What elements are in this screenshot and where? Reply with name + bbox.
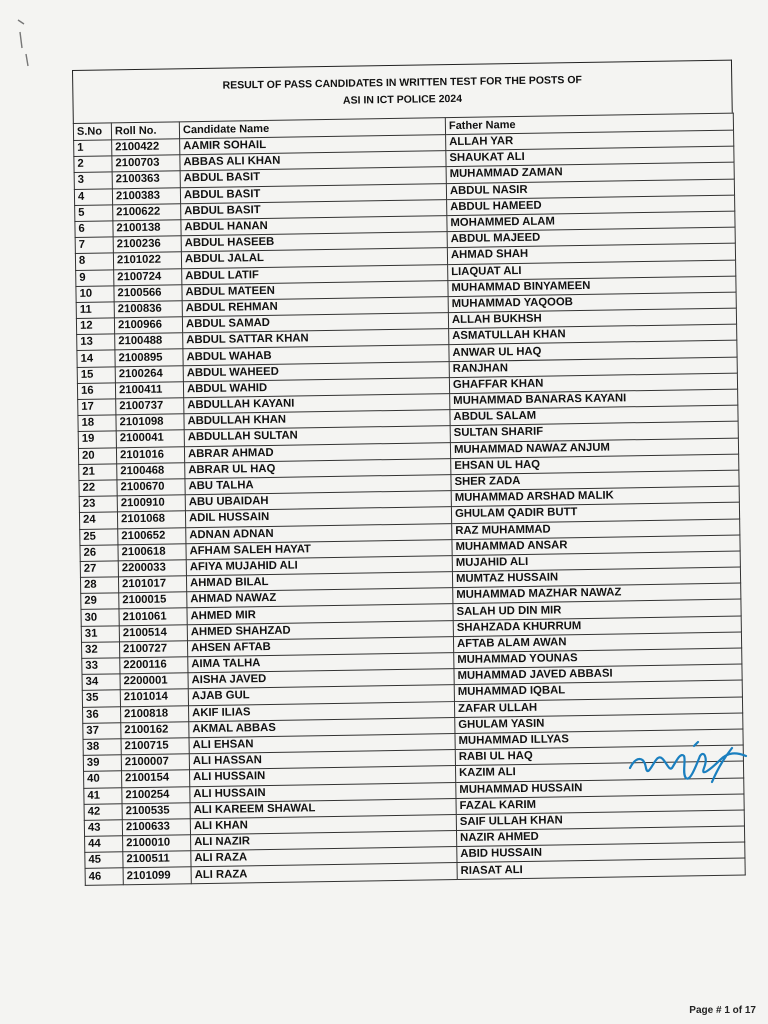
column-header-candidate-name: Candidate Name	[179, 118, 445, 139]
roll-no-cell: 2100383	[112, 187, 180, 204]
father-name-cell: FAZAL KARIM	[456, 794, 744, 815]
roll-no-cell: 2101016	[116, 446, 184, 463]
sno-cell: 28	[80, 577, 118, 594]
father-name-cell: MUMTAZ HUSSAIN	[452, 567, 740, 588]
father-name-cell: SALAH UD DIN MIR	[453, 599, 741, 620]
candidate-name-cell: ABU TALHA	[185, 475, 451, 495]
roll-no-cell: 2100670	[117, 479, 185, 496]
candidate-name-cell: ALI RAZA	[191, 863, 457, 883]
father-name-cell: MUHAMMAD BANARAS KAYANI	[450, 389, 738, 410]
candidate-name-cell: ALI RAZA	[191, 847, 457, 867]
sno-cell: 27	[80, 561, 118, 578]
sno-cell: 4	[74, 188, 112, 205]
sno-cell: 15	[77, 366, 115, 383]
candidate-name-cell: ABDUL REHMAN	[182, 296, 448, 316]
father-name-cell: ZAFAR ULLAH	[454, 697, 742, 718]
candidate-name-cell: AHMED MIR	[187, 604, 453, 624]
roll-no-cell: 2101022	[113, 252, 181, 269]
roll-no-cell: 2100138	[113, 220, 181, 237]
roll-no-cell: 2100236	[113, 236, 181, 253]
sno-cell: 20	[78, 447, 116, 464]
father-name-cell: MUHAMMAD BINYAMEEN	[448, 276, 736, 297]
candidate-name-cell: ABDUL HANAN	[181, 216, 447, 236]
roll-no-cell: 2100154	[122, 770, 190, 787]
sno-cell: 38	[83, 739, 121, 756]
sno-cell: 46	[85, 868, 123, 885]
sno-cell: 30	[81, 609, 119, 626]
roll-no-cell: 2200001	[120, 673, 188, 690]
sno-cell: 25	[80, 528, 118, 545]
father-name-cell: MUJAHID ALI	[452, 551, 740, 572]
sno-cell: 6	[75, 221, 113, 238]
sno-cell: 35	[82, 690, 120, 707]
candidate-name-cell: AIMA TALHA	[188, 653, 454, 673]
roll-no-cell: 2101017	[118, 576, 186, 593]
candidate-name-cell: AKIF ILIAS	[188, 701, 454, 721]
father-name-cell: GHULAM QADIR BUTT	[451, 502, 739, 523]
father-name-cell: ABDUL SALAM	[450, 405, 738, 426]
candidate-name-cell: AKMAL ABBAS	[189, 717, 455, 737]
candidate-name-cell: ABDULLAH KAYANI	[184, 394, 450, 414]
roll-no-cell: 2100411	[115, 382, 183, 399]
candidate-name-cell: ABDUL JALAL	[181, 248, 447, 268]
candidate-name-cell: ALI HUSSAIN	[190, 782, 456, 802]
sno-cell: 18	[78, 415, 116, 432]
sno-cell: 7	[75, 237, 113, 254]
sno-cell: 16	[77, 383, 115, 400]
sno-cell: 23	[79, 496, 117, 513]
roll-no-cell: 2100836	[114, 301, 182, 318]
roll-no-cell: 2100895	[115, 349, 183, 366]
roll-no-cell: 2100468	[117, 463, 185, 480]
candidate-name-cell: ALI EHSAN	[189, 734, 455, 754]
father-name-cell: ASMATULLAH KHAN	[449, 324, 737, 345]
candidate-name-cell: ABRAR UL HAQ	[185, 458, 451, 478]
candidate-name-cell: ABDUL BASIT	[180, 167, 446, 187]
father-name-cell: MUHAMMAD ZAMAN	[446, 162, 734, 183]
sno-cell: 33	[82, 658, 120, 675]
sno-cell: 3	[74, 172, 112, 189]
roll-no-cell: 2100363	[112, 171, 180, 188]
candidate-name-cell: AFIYA MUJAHID ALI	[186, 555, 452, 575]
candidate-name-cell: ABU UBAIDAH	[185, 491, 451, 511]
roll-no-cell: 2100535	[122, 802, 190, 819]
roll-no-cell: 2100737	[116, 398, 184, 415]
sno-cell: 13	[77, 334, 115, 351]
father-name-cell: MUHAMMAD HUSSAIN	[456, 778, 744, 799]
candidate-name-cell: AAMIR SOHAIL	[180, 135, 446, 155]
father-name-cell: MUHAMMAD ARSHAD MALIK	[451, 486, 739, 507]
father-name-cell: EHSAN UL HAQ	[451, 454, 739, 475]
roll-no-cell: 2100818	[121, 705, 189, 722]
sno-cell: 17	[78, 399, 116, 416]
sno-cell: 14	[77, 350, 115, 367]
candidate-name-cell: ABDUL WAHAB	[183, 345, 449, 365]
candidate-name-cell: ABDUL BASIT	[181, 199, 447, 219]
candidate-name-cell: ALI HASSAN	[189, 750, 455, 770]
father-name-cell: SHAUKAT ALI	[446, 146, 734, 167]
roll-no-cell: 2100162	[121, 721, 189, 738]
candidate-name-cell: ABDUL LATIF	[182, 264, 448, 284]
roll-no-cell: 2100966	[114, 317, 182, 334]
candidate-name-cell: AHSEN AFTAB	[187, 636, 453, 656]
sno-cell: 24	[79, 512, 117, 529]
sno-cell: 2	[74, 156, 112, 173]
sno-cell: 10	[76, 286, 114, 303]
father-name-cell: ABDUL HAMEED	[447, 195, 735, 216]
roll-no-cell: 2100715	[121, 738, 189, 755]
sno-cell: 43	[84, 820, 122, 837]
sno-cell: 11	[76, 302, 114, 319]
roll-no-cell: 2101099	[123, 867, 191, 884]
father-name-cell: RABI UL HAQ	[455, 745, 743, 766]
candidate-name-cell: ALI HUSSAIN	[190, 766, 456, 786]
roll-no-cell: 2100910	[117, 495, 185, 512]
roll-no-cell: 2100703	[112, 155, 180, 172]
father-name-cell: MUHAMMAD JAVED ABBASI	[454, 664, 742, 685]
father-name-cell: MUHAMMAD NAWAZ ANJUM	[450, 438, 738, 459]
father-name-cell: LIAQUAT ALI	[448, 260, 736, 281]
sno-cell: 31	[81, 625, 119, 642]
roll-no-cell: 2200116	[120, 657, 188, 674]
sno-cell: 21	[79, 464, 117, 481]
father-name-cell: MUHAMMAD YAQOOB	[448, 292, 736, 313]
sno-cell: 1	[74, 140, 112, 157]
father-name-cell: RAZ MUHAMMAD	[452, 519, 740, 540]
father-name-cell: MUHAMMAD YOUNAS	[454, 648, 742, 669]
candidate-name-cell: ALI KHAN	[190, 814, 456, 834]
sno-cell: 32	[81, 642, 119, 659]
father-name-cell: AHMAD SHAH	[447, 243, 735, 264]
candidate-name-cell: ABDULLAH SULTAN	[184, 426, 450, 446]
candidate-name-cell: AISHA JAVED	[188, 669, 454, 689]
sno-cell: 42	[84, 803, 122, 820]
father-name-cell: MUHAMMAD MAZHAR NAWAZ	[453, 583, 741, 604]
father-name-cell: RANJHAN	[449, 357, 737, 378]
candidate-name-cell: ABDUL HASEEB	[181, 232, 447, 252]
candidate-name-cell: AFHAM SALEH HAYAT	[186, 539, 452, 559]
roll-no-cell: 2100618	[118, 543, 186, 560]
sno-cell: 29	[81, 593, 119, 610]
candidate-name-cell: ADNAN ADNAN	[186, 523, 452, 543]
father-name-cell: ALLAH BUKHSH	[448, 308, 736, 329]
father-name-cell: ABID HUSSAIN	[457, 842, 745, 863]
page-number: Page # 1 of 17	[689, 1005, 756, 1016]
roll-no-cell: 2101014	[120, 689, 188, 706]
father-name-cell: RIASAT ALI	[457, 858, 745, 879]
father-name-cell: SAIF ULLAH KHAN	[456, 810, 744, 831]
candidate-name-cell: AHMAD BILAL	[186, 572, 452, 592]
roll-no-cell: 2100511	[123, 851, 191, 868]
candidate-name-cell: ABDUL WAHEED	[183, 361, 449, 381]
candidate-name-cell: ABDUL MATEEN	[182, 280, 448, 300]
candidate-name-cell: ABDUL WAHID	[183, 377, 449, 397]
father-name-cell: MOHAMMED ALAM	[447, 211, 735, 232]
father-name-cell: ABDUL NASIR	[446, 179, 734, 200]
roll-no-cell: 2200033	[118, 560, 186, 577]
father-name-cell: MUHAMMAD ILLYAS	[455, 729, 743, 750]
father-name-cell: KAZIM ALI	[455, 761, 743, 782]
sno-cell: 34	[82, 674, 120, 691]
roll-no-cell: 2100007	[121, 754, 189, 771]
column-header-sno: S.No	[73, 123, 111, 141]
candidate-name-cell: ABDUL SAMAD	[182, 313, 448, 333]
roll-no-cell: 2100041	[116, 430, 184, 447]
roll-no-cell: 2100727	[119, 641, 187, 658]
sno-cell: 39	[83, 755, 121, 772]
father-name-cell: GHAFFAR KHAN	[449, 373, 737, 394]
candidate-name-cell: ABDUL BASIT	[180, 183, 446, 203]
candidate-name-cell: ALI NAZIR	[191, 831, 457, 851]
column-header-roll-no: Roll No.	[111, 122, 179, 140]
sno-cell: 19	[78, 431, 116, 448]
candidate-name-cell: ABRAR AHMAD	[184, 442, 450, 462]
roll-no-cell: 2100254	[122, 786, 190, 803]
sno-cell: 36	[83, 706, 121, 723]
candidate-name-cell: AJAB GUL	[188, 685, 454, 705]
candidate-name-cell: ALI KAREEM SHAWAL	[190, 798, 456, 818]
roll-no-cell: 2100010	[123, 835, 191, 852]
roll-no-cell: 2100566	[114, 284, 182, 301]
sno-cell: 45	[85, 852, 123, 869]
signature-icon	[624, 738, 764, 788]
father-name-cell: SULTAN SHARIF	[450, 421, 738, 442]
candidate-name-cell: ABDUL SATTAR KHAN	[183, 329, 449, 349]
sno-cell: 44	[85, 836, 123, 853]
father-name-cell: SHER ZADA	[451, 470, 739, 491]
candidate-name-cell: ADIL HUSSAIN	[185, 507, 451, 527]
sno-cell: 26	[80, 545, 118, 562]
sno-cell: 22	[79, 480, 117, 497]
sno-cell: 12	[76, 318, 114, 335]
candidate-name-cell: AHMED SHAHZAD	[187, 620, 453, 640]
roll-no-cell: 2101098	[116, 414, 184, 431]
roll-no-cell: 2100264	[115, 365, 183, 382]
roll-no-cell: 2101061	[119, 608, 187, 625]
roll-no-cell: 2100724	[114, 268, 182, 285]
roll-no-cell: 2101068	[117, 511, 185, 528]
father-name-cell: AFTAB ALAM AWAN	[453, 632, 741, 653]
title-line-2: ASI IN ICT POLICE 2024	[342, 92, 463, 107]
roll-no-cell: 2100622	[113, 204, 181, 221]
father-name-cell: SHAHZADA KHURRUM	[453, 616, 741, 637]
candidate-name-cell: ABBAS ALI KHAN	[180, 151, 446, 171]
father-name-cell: ABDUL MAJEED	[447, 227, 735, 248]
father-name-cell: MUHAMMAD IQBAL	[454, 680, 742, 701]
father-name-cell: NAZIR AHMED	[456, 826, 744, 847]
roll-no-cell: 2100015	[119, 592, 187, 609]
candidate-name-cell: AHMAD NAWAZ	[187, 588, 453, 608]
sno-cell: 5	[75, 205, 113, 222]
father-name-cell: ANWAR UL HAQ	[449, 341, 737, 362]
staple-mark-icon	[10, 14, 40, 74]
roll-no-cell: 2100633	[122, 819, 190, 836]
sno-cell: 8	[75, 253, 113, 270]
sno-cell: 40	[84, 771, 122, 788]
sno-cell: 9	[76, 269, 114, 286]
title-line-1: RESULT OF PASS CANDIDATES IN WRITTEN TEST FOR THE POSTS OF	[222, 73, 582, 92]
sno-cell: 41	[84, 787, 122, 804]
roll-no-cell: 2100514	[119, 624, 187, 641]
roll-no-cell: 2100422	[112, 139, 180, 156]
roll-no-cell: 2100652	[118, 527, 186, 544]
roll-no-cell: 2100488	[115, 333, 183, 350]
sno-cell: 37	[83, 723, 121, 740]
column-header-father-name: Father Name	[445, 113, 733, 135]
father-name-cell: GHULAM YASIN	[455, 713, 743, 734]
father-name-cell: ALLAH YAR	[446, 130, 734, 151]
candidate-name-cell: ABDULLAH KHAN	[184, 410, 450, 430]
father-name-cell: MUHAMMAD ANSAR	[452, 535, 740, 556]
